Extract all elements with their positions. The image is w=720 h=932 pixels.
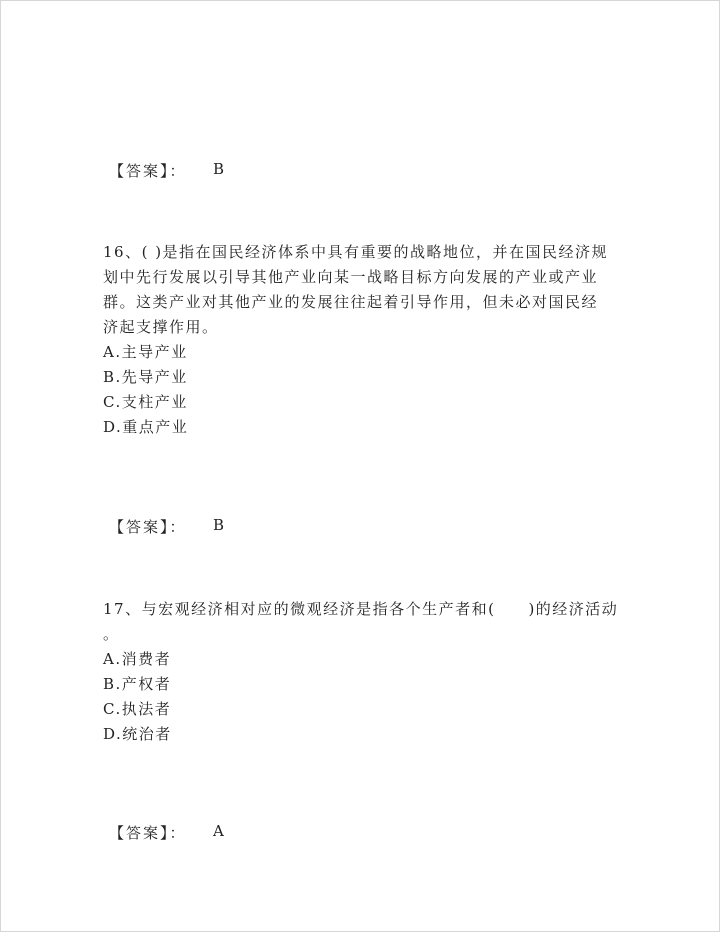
option-b: B.产权者: [103, 675, 172, 693]
answer-value: B: [213, 160, 225, 178]
question-line: 划中先行发展以引导其他产业向某一战略目标方向发展的产业或产业: [103, 268, 599, 286]
question-line: 17、与宏观经济相对应的微观经济是指各个生产者和( )的经济活动: [103, 600, 619, 618]
answer-row: [109, 516, 225, 537]
question-stem: [103, 597, 623, 647]
question-line: 济起支撑作用。: [103, 318, 219, 336]
question-line: 群。这类产业对其他产业的发展往往起着引导作用，但未必对国民经: [103, 293, 599, 311]
answer-row: [109, 822, 224, 843]
option-c: C.执法者: [103, 700, 172, 718]
option-d: D.统治者: [103, 725, 172, 743]
question-17: [103, 597, 623, 747]
question-stem: [103, 240, 623, 340]
answer-label: 【答案】：: [109, 162, 187, 180]
answer-label: 【答案】：: [109, 824, 187, 842]
question-line: 。: [103, 625, 120, 643]
question-line: 16、( )是指在国民经济体系中具有重要的战略地位，并在国民经济规: [103, 243, 609, 261]
option-c: C.支柱产业: [103, 393, 188, 411]
answer-value: A: [213, 822, 224, 840]
option-a: A.主导产业: [103, 343, 188, 361]
answer-label: 【答案】：: [109, 518, 187, 536]
question-16: [103, 240, 623, 440]
answer-row: [109, 160, 225, 181]
option-b: B.先导产业: [103, 368, 188, 386]
option-d: D.重点产业: [103, 418, 189, 436]
option-a: A.消费者: [103, 650, 172, 668]
answer-value: B: [213, 516, 225, 534]
